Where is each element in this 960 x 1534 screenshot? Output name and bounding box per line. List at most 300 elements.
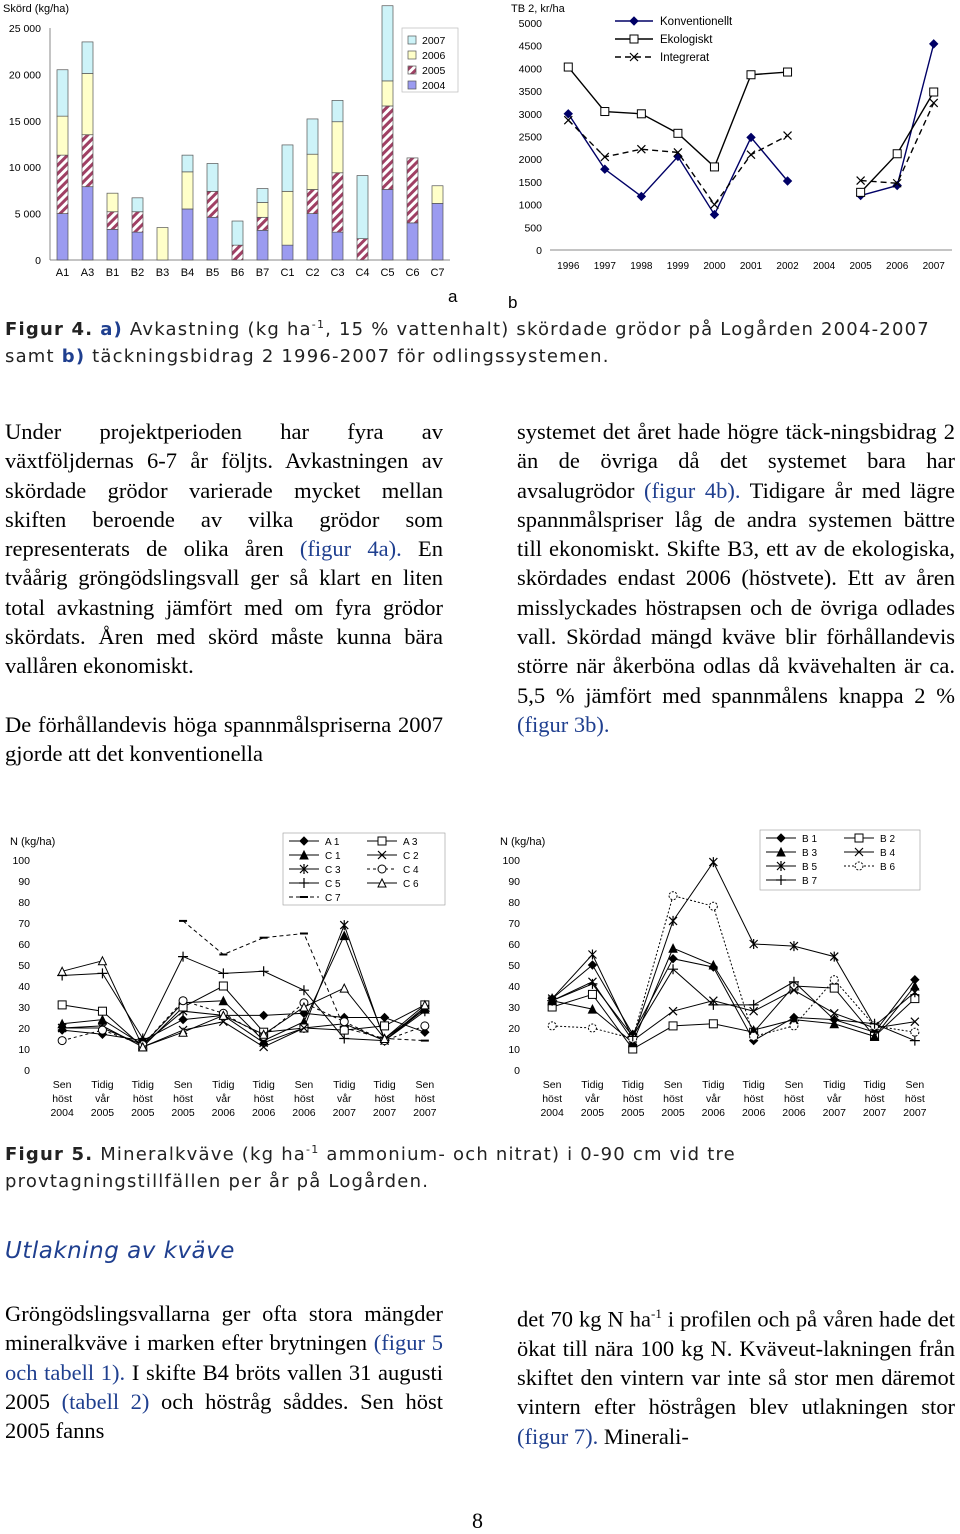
bar-c3-2004 [332, 232, 343, 260]
legend-swatch-2005 [408, 66, 416, 74]
point-b-6-1 [588, 1024, 596, 1032]
x-tick-label: höst [132, 1093, 153, 1105]
bar-b4-2004 [182, 209, 193, 260]
point-a-1-5 [260, 1011, 268, 1019]
line-b-3 [552, 948, 915, 1042]
line-ekologiskt [861, 92, 934, 192]
x-tick-label: B4 [180, 267, 195, 279]
text-column-right-1 [517, 417, 955, 739]
paragraph-5 [517, 1299, 955, 1451]
x-tick-label: C2 [305, 267, 320, 279]
paragraph-1-text: Under projektperioden har fyra av växtföljdernas 6-7 år följts. Avkastningen av skördade grödor varierade mycket mellan skiften beroende av vilka grödor som representerats de olika åren [5, 419, 443, 562]
x-tick-label: Tidig [131, 1079, 154, 1091]
line-b-6 [552, 896, 915, 1039]
point-b-3-1 [588, 1005, 596, 1013]
legend-swatch-2006 [408, 51, 416, 59]
x-tick-label: C4 [355, 267, 370, 279]
x-tick-label: höst [414, 1093, 435, 1105]
x-tick-label: B7 [255, 267, 270, 279]
bar-b6-2007 [232, 221, 243, 245]
legend-label-b-5: B 5 [802, 862, 818, 873]
x-tick-label: C6 [405, 267, 420, 279]
paragraph-3-cont: Tidigare år med lägre spannmålspriser låg de andra systemen bättre till ekonomiskt. Skifte B3, ett av de ekologiska, skördades endast 2006 (höstvete). Ett av åren misslyckades höstrapsen och de övriga odlades vall. Skördad mängd kväve blir förhållandevis större när åkerböna odlas då kvävehalten är ca. 5,5 % jämfört med spannmålens knappa 2 % [517, 477, 955, 708]
x-tick-label: 2001 [739, 261, 763, 272]
x-tick-label: 2007 [903, 1107, 927, 1119]
ref-figur-3b[interactable]: (figur 3b). [517, 711, 610, 737]
fig4b-line-chart [480, 0, 960, 300]
point-b-5-4 [709, 857, 717, 867]
x-tick-label: Tidig [91, 1079, 114, 1091]
bar-b5-2004 [207, 217, 218, 260]
paragraph-4 [5, 1299, 443, 1445]
point-a-3-4 [219, 982, 227, 990]
bar-c3-2007 [332, 100, 343, 121]
point-c-5-5 [259, 966, 269, 976]
x-tick-label: B1 [105, 267, 120, 279]
point-c-5-3 [178, 952, 188, 962]
y-tick-label: 80 [508, 897, 520, 909]
y-tick-label: 5 000 [14, 208, 41, 221]
x-tick-label: Tidig [212, 1079, 235, 1091]
legend-marker-a-3 [378, 837, 386, 845]
bar-c1-2004 [282, 245, 293, 260]
x-tick-label: Sen [52, 1079, 72, 1091]
y-tick-label: 100 [12, 855, 30, 867]
y-tick-label: 0 [24, 1065, 30, 1077]
y-tick-label: 20 [18, 1023, 30, 1035]
x-tick-label: Sen [294, 1079, 314, 1091]
y-tick-label: 2500 [518, 131, 542, 144]
x-tick-label: höst [374, 1093, 395, 1105]
point-c-6-0 [58, 967, 66, 975]
ref-figur-7[interactable]: (figur 7). [517, 1423, 599, 1449]
x-tick-label: 2007 [413, 1107, 437, 1119]
x-tick-label: 2005 [849, 261, 872, 272]
x-tick-label: höst [294, 1093, 314, 1105]
y-tick-label: 30 [18, 1002, 30, 1014]
x-tick-label: 2006 [292, 1107, 316, 1119]
point-b-6-9 [911, 1028, 919, 1036]
x-tick-label: höst [904, 1093, 925, 1105]
y-tick-label: 3500 [518, 86, 542, 99]
bar-a1-2007 [57, 70, 68, 116]
point-ekologiskt-2002 [784, 68, 792, 76]
legend-label-b-2: B 2 [880, 834, 896, 845]
y-tick-label: 60 [18, 939, 30, 951]
point-b-6-7 [830, 976, 838, 984]
fig5-caption-prefix: Figur 5. [5, 1144, 94, 1165]
x-tick-label: Tidig [702, 1079, 725, 1091]
point-b-4-3 [669, 1007, 677, 1015]
legend-label-c-2: C 2 [403, 851, 419, 862]
x-tick-label: 1998 [630, 261, 653, 272]
x-tick-label: höst [173, 1093, 193, 1105]
bar-b1-2006 [107, 193, 118, 212]
line-c-4 [62, 1001, 425, 1045]
legend-label-integrerat: Integrerat [660, 52, 710, 64]
legend-label-ekologiskt: Ekologiskt [660, 34, 713, 46]
x-tick-label: 2006 [211, 1107, 236, 1119]
y-tick-label: 70 [18, 918, 30, 930]
x-tick-label: B6 [230, 267, 245, 279]
x-tick-label: 2004 [50, 1107, 74, 1119]
y-tick-label: 100 [502, 855, 520, 867]
legend-label-b-7: B 7 [802, 876, 818, 887]
bar-a1-2006 [57, 116, 68, 155]
ref-tabell-2[interactable]: (tabell 2) [61, 1388, 150, 1414]
y-axis-title: Skörd (kg/ha) [3, 3, 70, 15]
x-tick-label: Tidig [621, 1079, 644, 1091]
point-ekologiskt-1997 [601, 108, 609, 116]
y-tick-label: 5000 [518, 18, 542, 30]
y-tick-label: 20 000 [8, 69, 41, 82]
x-tick-label: 2005 [131, 1107, 155, 1119]
y-tick-label: 90 [508, 876, 520, 888]
page-number: 8 [472, 1508, 483, 1533]
x-tick-label: 1999 [666, 261, 690, 272]
y-tick-label: 40 [18, 981, 30, 993]
bar-b4-2007 [182, 155, 193, 172]
bar-a3-2005 [82, 135, 93, 187]
x-tick-label: B5 [205, 267, 220, 279]
x-tick-label: Tidig [581, 1079, 604, 1091]
fig4a-bar-chart [0, 0, 470, 300]
bar-c2-2007 [307, 119, 318, 154]
point-a-3-8 [381, 1022, 389, 1030]
fig4-caption-prefix: Figur 4. [5, 319, 94, 340]
point-ekologiskt-2000 [710, 163, 718, 171]
x-tick-label: vår [216, 1093, 231, 1105]
point-b-2-7 [830, 984, 838, 992]
bar-c1-2006 [282, 191, 293, 245]
point-integrerat-2001 [747, 151, 755, 159]
ref-figur-5-tabell-1[interactable]: (figur 5 och tabell 1). [5, 1330, 444, 1385]
x-tick-label: 2002 [776, 261, 799, 272]
point-b-6-4 [709, 902, 717, 910]
paragraph-1 [5, 417, 443, 681]
bar-c6-2004 [407, 223, 418, 260]
bar-c3-2005 [332, 173, 343, 232]
x-tick-label: Tidig [863, 1079, 886, 1091]
point-ekologiskt-1999 [674, 129, 682, 137]
line-konventionellt [861, 44, 934, 196]
x-tick-label: Sen [415, 1079, 435, 1091]
x-tick-label: Sen [905, 1079, 925, 1091]
fig4-caption-sup: -1 [311, 318, 326, 331]
paragraph-3-text: systemet det året hade högre täck-ningsbidrag 2 än de övriga då det systemet bara har avsalugrödor [517, 419, 955, 503]
bar-c5-2007 [382, 6, 393, 81]
x-tick-label: Tidig [823, 1079, 846, 1091]
fig4-label-b: b [508, 293, 518, 312]
fig4-label-a: a [448, 287, 458, 306]
x-tick-label: vår [826, 1093, 842, 1105]
legend-label-c-7: C 7 [325, 893, 341, 904]
bar-b4-2006 [182, 172, 193, 209]
legend-label-a-1: A 1 [325, 837, 340, 848]
bar-b7-2007 [257, 189, 268, 203]
bar-a1-2004 [57, 214, 68, 260]
x-tick-label: höst [253, 1093, 274, 1105]
bar-c5-2004 [382, 189, 393, 260]
x-tick-label: Sen [784, 1079, 804, 1091]
x-tick-label: 2007 [862, 1107, 887, 1119]
bar-c3-2006 [332, 122, 343, 173]
point-a-1-3 [179, 1016, 187, 1024]
point-b-5-7 [830, 952, 838, 962]
x-tick-label: C7 [430, 267, 445, 279]
section-title: Utlakning av kväve [5, 1238, 235, 1264]
x-tick-label: 2006 [251, 1107, 276, 1119]
x-tick-label: 2006 [741, 1107, 766, 1119]
y-tick-label: 10 [18, 1044, 30, 1056]
point-b-5-1 [588, 950, 596, 960]
fig5-caption-text1: Mineralkväve (kg ha [100, 1144, 307, 1165]
x-tick-label: 2006 [782, 1107, 806, 1119]
fig5-caption-sup: -1 [306, 1143, 320, 1156]
legend-label-c-3: C 3 [325, 865, 341, 876]
bar-c5-2006 [382, 81, 393, 106]
y-tick-label: 25 000 [8, 23, 41, 35]
x-tick-label: 2004 [812, 261, 836, 272]
point-b-7-9 [910, 1036, 920, 1046]
x-tick-label: 2007 [372, 1107, 397, 1119]
point-c-6-1 [98, 957, 106, 965]
x-tick-label: 2007 [332, 1107, 356, 1119]
text-column-left-1 [5, 417, 443, 768]
bar-a3-2007 [82, 42, 93, 74]
bar-b2-2007 [132, 198, 143, 212]
x-tick-label: 2005 [580, 1107, 605, 1119]
text-column-right-2 [517, 1299, 955, 1451]
bar-c7-2004 [432, 203, 443, 260]
bar-a3-2006 [82, 73, 93, 134]
bar-c4-2007 [357, 176, 368, 239]
fig4-caption-text2: , 15 % vattenhalt) skördade grödor på Logården 2004-2007 samt [5, 319, 930, 367]
ref-figur-4a[interactable]: (figur 4a). [299, 536, 402, 562]
point-b-2-3 [669, 1022, 677, 1030]
point-ekologiskt-1996 [564, 63, 572, 71]
x-tick-label: A3 [80, 267, 95, 279]
y-tick-label: 90 [18, 876, 30, 888]
bar-b1-2005 [107, 212, 118, 230]
x-tick-label: 1997 [593, 261, 616, 272]
paragraph-5-sup: -1 [651, 1306, 662, 1321]
y-tick-label: 10 000 [8, 162, 41, 175]
y-tick-label: 40 [508, 981, 520, 993]
x-tick-label: höst [622, 1093, 643, 1105]
legend-label-2007: 2007 [422, 35, 446, 47]
bar-b1-2004 [107, 229, 118, 260]
x-tick-label: 2007 [822, 1107, 846, 1119]
x-tick-label: Tidig [252, 1079, 275, 1091]
y-tick-label: 500 [524, 222, 542, 235]
point-b-6-5 [750, 1032, 758, 1040]
x-tick-label: 2006 [701, 1107, 726, 1119]
fig5-right-line-chart [490, 828, 960, 1128]
legend-marker-b-2 [855, 834, 863, 842]
point-c-4-0 [58, 1037, 66, 1045]
x-tick-label: B3 [155, 267, 170, 279]
legend-marker-ekologiskt [630, 35, 638, 43]
x-tick-label: Sen [542, 1079, 562, 1091]
point-ekologiskt-1998 [637, 110, 645, 118]
x-tick-label: 2005 [621, 1107, 645, 1119]
y-tick-label: 50 [18, 960, 30, 972]
point-integrerat-2002 [784, 132, 792, 140]
bar-b7-2004 [257, 230, 268, 260]
point-c-4-1 [98, 1026, 106, 1034]
paragraph-5-end: Minerali- [603, 1423, 689, 1449]
x-tick-label: C1 [280, 267, 295, 279]
legend-label-b-4: B 4 [880, 848, 896, 859]
x-tick-label: vår [706, 1093, 721, 1105]
x-tick-label: 1996 [557, 261, 580, 272]
point-integrerat-2000 [710, 201, 718, 209]
bar-c5-2005 [382, 106, 393, 190]
point-c-3-7 [340, 920, 348, 930]
bar-c7-2006 [432, 186, 443, 204]
legend-label-2005: 2005 [422, 65, 446, 77]
paragraph-1-cont: En tvåårig gröngödslingsvall ger så klart en liten total avkastning jämfört med om fyra grödor skördats. Åren med skörd måste kunna bära vallåren ekonomiskt. [5, 536, 444, 679]
x-tick-label: 2005 [171, 1107, 195, 1119]
x-tick-label: C5 [380, 267, 395, 279]
point-ekologiskt-2007 [930, 88, 938, 96]
legend-label-2004: 2004 [422, 80, 446, 92]
paragraph-2: De förhållandevis höga spannmålspriserna 2007 gjorde att det konventionella [5, 711, 443, 766]
bar-c2-2005 [307, 189, 318, 213]
line-b-7 [552, 969, 915, 1040]
line-c-3 [62, 925, 425, 1045]
point-konventionellt-2000 [710, 211, 718, 219]
x-tick-label: höst [52, 1093, 73, 1105]
x-tick-label: vår [336, 1093, 352, 1105]
fig5-left-line-chart [0, 828, 470, 1128]
y-tick-label: 50 [508, 960, 520, 972]
point-ekologiskt-2001 [747, 71, 755, 79]
x-tick-label: höst [663, 1093, 683, 1105]
x-tick-label: 2007 [922, 261, 945, 272]
point-b-3-3 [669, 944, 677, 952]
legend-swatch-2004 [408, 81, 416, 89]
point-b-2-4 [709, 1020, 717, 1028]
y-axis-title: TB 2, kr/ha [511, 3, 565, 15]
point-b-3-4 [709, 961, 717, 969]
x-tick-label: Sen [173, 1079, 193, 1091]
x-tick-label: höst [743, 1093, 764, 1105]
point-b-6-3 [669, 892, 677, 900]
legend-label-a-3: A 3 [403, 837, 418, 848]
paragraph-4-text: Gröngödslingsvallarna ger ofta stora mängder mineralkväve i marken efter brytningen [5, 1301, 443, 1356]
y-tick-label: 0 [514, 1065, 520, 1077]
bar-a3-2004 [82, 187, 93, 260]
paragraph-5-cont: i profilen och på våren hade det ökat till nära 100 kg N. Kväveut-lakningen från skiftet den vintern var inte så stor men däremot vintern efter höstrågen blev utlakningen stor [517, 1306, 956, 1420]
paragraph-4-end: och höstråg såddes. Sen höst 2005 fanns [5, 1388, 444, 1444]
y-tick-label: 4500 [518, 40, 542, 53]
x-tick-label: Tidig [373, 1079, 396, 1091]
x-tick-label: A1 [55, 267, 70, 279]
x-tick-label: höst [864, 1093, 885, 1105]
y-axis-title: N (kg/ha) [10, 836, 56, 848]
line-b-2 [552, 986, 915, 1049]
legend-marker-b-6 [855, 862, 863, 870]
bar-c4-2005 [357, 239, 368, 260]
point-integrerat-2007 [930, 99, 938, 107]
point-c-4-7 [340, 1018, 348, 1026]
point-c-5-4 [218, 968, 228, 978]
point-b-2-1 [588, 990, 596, 998]
x-tick-label: 2004 [540, 1107, 564, 1119]
fig4-caption-a: a) [100, 319, 123, 340]
y-tick-label: 60 [508, 939, 520, 951]
y-tick-label: 1000 [518, 199, 542, 212]
bar-c6-2005 [407, 158, 418, 223]
y-tick-label: 15 000 [8, 115, 41, 128]
legend-label-b-1: B 1 [802, 834, 818, 845]
x-tick-label: vår [585, 1093, 600, 1105]
line-a-3 [62, 986, 425, 1047]
x-tick-label: höst [542, 1093, 563, 1105]
bar-c1-2007 [282, 145, 293, 191]
text-column-left-2 [5, 1299, 443, 1445]
paragraph-4-cont: I skifte B4 bröts vallen 31 augusti 2005 [5, 1359, 443, 1414]
point-c-4-3 [179, 997, 187, 1005]
x-tick-label: C3 [330, 267, 345, 279]
y-tick-label: 1500 [518, 176, 542, 189]
bar-b2-2005 [132, 212, 143, 232]
ref-figur-4b[interactable]: (figur 4b). [644, 477, 741, 503]
y-tick-label: 4000 [518, 63, 542, 76]
y-tick-label: 3000 [518, 108, 542, 121]
point-b-6-0 [548, 1022, 556, 1030]
point-b-6-6 [790, 1022, 798, 1030]
point-c-5-1 [97, 968, 107, 978]
point-b-5-9 [911, 987, 919, 997]
x-tick-label: 2005 [661, 1107, 685, 1119]
fig4-caption-text3: täckningsbidrag 2 1996-2007 för odlingssystemen. [92, 346, 610, 367]
y-axis-title: N (kg/ha) [500, 836, 546, 848]
bar-b7-2006 [257, 202, 268, 217]
paragraph-5-text: det 70 kg N ha [517, 1306, 651, 1332]
point-ekologiskt-2006 [893, 150, 901, 158]
y-tick-label: 30 [508, 1002, 520, 1014]
line-integrerat [861, 103, 934, 183]
legend-label-2006: 2006 [422, 50, 446, 62]
x-tick-label: 2006 [886, 261, 909, 272]
fig4-caption-b: b) [61, 346, 86, 367]
x-tick-label: 2005 [90, 1107, 115, 1119]
bar-b5-2005 [207, 191, 218, 217]
legend-label-c-1: C 1 [325, 851, 341, 862]
legend-label-c-4: C 4 [403, 865, 419, 876]
fig5-caption-text2: ammonium- och nitrat) i 0-90 cm vid tre provtagningstillfällen per år på Logården. [5, 1144, 736, 1192]
point-b-5-3 [669, 916, 677, 926]
x-tick-label: Tidig [742, 1079, 765, 1091]
bar-c2-2006 [307, 154, 318, 189]
bar-a1-2005 [57, 155, 68, 213]
point-konventionellt-2007 [930, 40, 938, 48]
legend-marker-konventionellt [630, 17, 638, 25]
bar-c2-2004 [307, 214, 318, 260]
y-tick-label: 0 [35, 255, 41, 267]
y-tick-label: 70 [508, 918, 520, 930]
y-tick-label: 80 [18, 897, 30, 909]
legend-label-b-6: B 6 [880, 862, 896, 873]
bar-b3-2006 [157, 228, 168, 260]
point-c-6-7 [340, 984, 348, 992]
fig4-caption-text1: Avkastning (kg ha [129, 319, 312, 340]
x-tick-label: höst [784, 1093, 804, 1105]
y-tick-label: 10 [508, 1044, 520, 1056]
